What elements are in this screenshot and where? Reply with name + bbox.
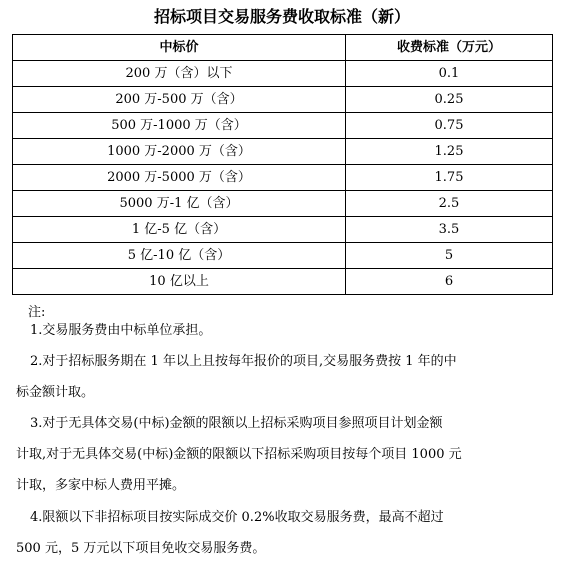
table-row (13, 87, 553, 113)
table-row (13, 113, 553, 139)
table-row (13, 165, 553, 191)
fee-cell: 0.75 (346, 113, 553, 139)
note-line-3: 标金额计取。 (16, 385, 95, 400)
fee-cell: 1.75 (346, 165, 553, 191)
note-line-8: 500 元，5 万元以下项目免收交易服务费。 (16, 541, 266, 556)
table-row (13, 61, 553, 87)
bid-price-cell: 2000 万-5000 万（含） (13, 165, 346, 191)
table-row (13, 191, 553, 217)
note-line-7: 4.限额以下非招标项目按实际成交价 0.2%收取交易服务费，最高不超过 (30, 510, 444, 525)
table-row (13, 243, 553, 269)
bid-price-cell: 1 亿-5 亿（含） (13, 217, 346, 243)
note-line-4: 3.对于无具体交易(中标)金额的限额以上招标采购项目参照项目计划金额 (30, 416, 443, 431)
table-row (13, 217, 553, 243)
fee-cell: 1.25 (346, 139, 553, 165)
column-header-fee-standard: 收费标准（万元） (346, 35, 553, 61)
table-header-row (13, 35, 553, 61)
fee-table (12, 34, 553, 295)
table-row (13, 139, 553, 165)
bid-price-cell: 200 万（含）以下 (13, 61, 346, 87)
note-line-5: 计取,对于无具体交易(中标)金额的限额以下招标采购项目按每个项目 1000 元 (16, 447, 462, 462)
bid-price-cell: 500 万-1000 万（含） (13, 113, 346, 139)
bid-price-cell: 5000 万-1 亿（含） (13, 191, 346, 217)
column-header-bid-price: 中标价 (13, 35, 346, 61)
fee-cell: 0.1 (346, 61, 553, 87)
bid-price-cell: 1000 万-2000 万（含） (13, 139, 346, 165)
fee-cell: 5 (346, 243, 553, 269)
note-line-1: 1.交易服务费由中标单位承担。 (30, 323, 212, 338)
bid-price-cell: 10 亿以上 (13, 269, 346, 295)
fee-cell: 0.25 (346, 87, 553, 113)
note-line-2: 2.对于招标服务期在 1 年以上且按每年报价的项目,交易服务费按 1 年的中 (30, 354, 457, 369)
fee-cell: 2.5 (346, 191, 553, 217)
table-row (13, 269, 553, 295)
fee-cell: 3.5 (346, 217, 553, 243)
note-line-6: 计取，多家中标人费用平摊。 (16, 478, 186, 493)
fee-cell: 6 (346, 269, 553, 295)
notes-label: 注: (28, 305, 46, 320)
bid-price-cell: 200 万-500 万（含） (13, 87, 346, 113)
document-title: 招标项目交易服务费收取标准（新） (153, 7, 410, 26)
bid-price-cell: 5 亿-10 亿（含） (13, 243, 346, 269)
